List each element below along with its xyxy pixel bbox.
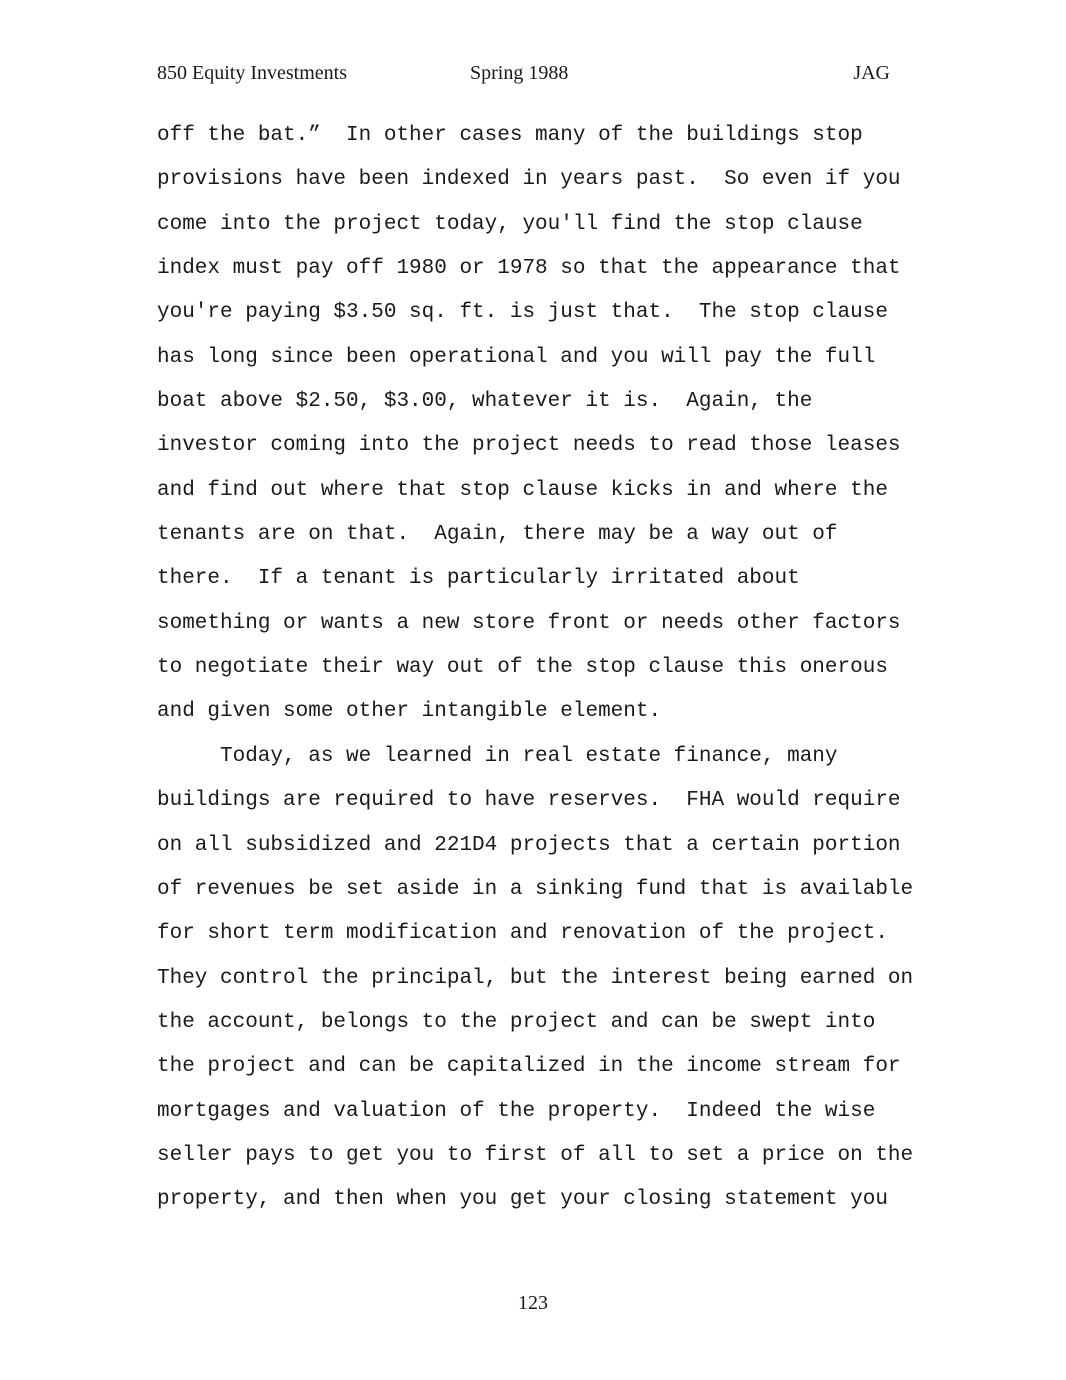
text-line: index must pay off 1980 or 1978 so that the appearance that [157,257,901,281]
author-initials: JAG [853,62,890,84]
text-line: boat above $2.50, $3.00, whatever it is. Again, the [157,390,813,414]
text-line: something or wants a new store front or needs other factors [157,611,901,635]
paragraph-start-line: Today, as we learned in real estate finance, many [220,744,838,768]
page-header [157,62,890,92]
text-line: property, and then when you get your closing statement you [157,1188,888,1212]
text-line: for short term modification and renovation of the project. [157,922,888,946]
text-line: off the bat.” In other cases many of the buildings stop [157,124,863,147]
text-line: there. If a tenant is particularly irritated about [157,567,800,591]
text-line: investor coming into the project needs to read those leases [157,434,901,458]
text-line: mortgages and valuation of the property. Indeed the wise [157,1099,876,1123]
text-line: has long since been operational and you will pay the full [157,345,876,369]
text-line: buildings are required to have reserves. FHA would require [157,789,901,813]
text-line: and given some other intangible element. [157,700,662,724]
text-line: the account, belongs to the project and can be swept into [157,1010,876,1034]
text-line: They control the principal, but the interest being earned on [157,966,914,990]
course-title: 850 Equity Investments [157,62,347,84]
text-line: seller pays to get you to first of all to set a price on the [157,1143,914,1167]
text-line: come into the project today, you'll find the stop clause [157,212,863,236]
text-line: of revenues be set aside in a sinking fund that is available [157,877,914,901]
text-line: tenants are on that. Again, there may be a way out of [157,523,838,547]
text-line: and find out where that stop clause kicks in and where the [157,478,888,502]
text-line: the project and can be capitalized in the income stream for [157,1055,901,1079]
text-line: provisions have been indexed in years past. So even if you [157,168,901,192]
text-line: on all subsidized and 221D4 projects that a certain portion [157,833,901,857]
transcript-body [157,121,937,1230]
text-line: you're paying $3.50 sq. ft. is just that. The stop clause [157,301,888,325]
page-number: 123 [518,1292,548,1314]
text-line: to negotiate their way out of the stop clause this onerous [157,656,888,680]
term-label: Spring 1988 [470,62,569,84]
